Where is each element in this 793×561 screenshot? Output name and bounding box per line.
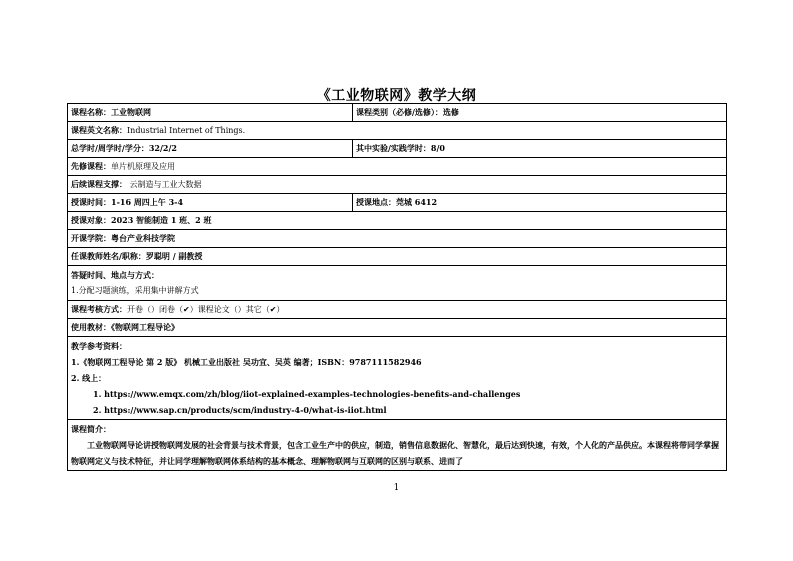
course-name-cell [68, 104, 353, 122]
course-english-label: 课程英文名称： [71, 124, 127, 135]
table-row [68, 319, 727, 337]
place-value: 莞城 6412 [396, 196, 438, 207]
course-type-cell [353, 104, 727, 122]
table-row [68, 140, 727, 158]
table-row [68, 212, 727, 230]
reference-online-label: 2. 线上： [71, 373, 107, 383]
table-row [68, 104, 727, 122]
followup-value: 云制造与工业大数据 [127, 179, 202, 189]
intro-text: 工业物联网导论讲授物联网发展的社会背景与技术背景，包含工业生产中的供应，制造，销售信息数据化、智慧化，最后达到快速，有效，个人化的产品供应。本课程将带同学掌握物联网定义与技术特征，并让同学理解物联网体系结构的基本概念、理解物联网与互联网的区别与联系、进而了 [71, 440, 719, 466]
course-type-value: 选修 [442, 106, 459, 117]
prereq-cell [68, 158, 727, 176]
reference-link-2[interactable]: 2. https://www.sap.cn/products/scm/industry-4-0/what-is-iiot.html [93, 405, 387, 415]
reference-book: 1.《物联网工程导论 第 2 版》 机械工业出版社 吴功宜、吴英 编著；ISBN：9787111582946 [71, 357, 422, 367]
college-cell [68, 230, 727, 248]
teacher-cell [68, 248, 727, 266]
reference-link-1[interactable]: 1. https://www.emqx.com/zh/blog/iiot-explained-examples-technologies-benefits-and-challenges [93, 389, 521, 399]
table-row [68, 420, 727, 471]
assessment-value: 开卷（）闭卷（✔）课程论文（）其它（✔） [127, 304, 285, 314]
table-row [68, 301, 727, 319]
audience-label: 授课对象： [71, 214, 111, 225]
audience-cell [68, 212, 727, 230]
textbook-cell [68, 319, 727, 337]
table-row [68, 248, 727, 266]
qa-label: 答疑时间、地点与方式： [71, 270, 159, 280]
references-cell [68, 337, 727, 420]
teacher-label: 任课教师姓名/职称： [71, 250, 146, 261]
qa-value: 1.分配习题演练，采用集中讲解方式 [71, 286, 199, 295]
table-row [68, 266, 727, 301]
time-cell [68, 194, 353, 212]
prereq-value: 单片机原理及应用 [111, 161, 175, 171]
followup-cell [68, 176, 727, 194]
hours-cell [68, 140, 353, 158]
audience-value: 2023 智能制造 1 班、2 班 [111, 214, 212, 225]
table-row [68, 337, 727, 420]
table-row [68, 158, 727, 176]
place-cell [353, 194, 727, 212]
table-row [68, 122, 727, 140]
page-number: 1 [393, 483, 400, 493]
time-label: 授课时间： [71, 196, 111, 207]
course-type-label: 课程类别（必修/选修）： [356, 106, 443, 117]
lab-hours-cell [353, 140, 727, 158]
course-name-value: 工业物联网 [111, 106, 151, 117]
intro-cell [68, 420, 727, 471]
page-title: 《工业物联网》教学大纲 [316, 88, 477, 104]
course-english-cell [68, 122, 727, 140]
table-row [68, 176, 727, 194]
teacher-value: 罗聪明 / 副教授 [145, 250, 203, 261]
college-label: 开课学院： [71, 232, 111, 243]
table-row [68, 194, 727, 212]
hours-value: 32/2/2 [148, 142, 177, 153]
hours-label: 总学时/周学时/学分： [71, 142, 149, 153]
table-row [68, 230, 727, 248]
syllabus-table [67, 103, 727, 471]
lab-hours-label: 其中实验/实践学时： [356, 142, 431, 153]
college-value: 粤台产业科技学院 [111, 232, 175, 243]
prereq-label: 先修课程： [71, 160, 111, 171]
course-name-label: 课程名称： [71, 106, 111, 117]
followup-label: 后续课程支撑： [71, 178, 127, 189]
qa-cell [68, 266, 727, 301]
course-english-value: Industrial Internet of Things. [127, 125, 246, 135]
assessment-label: 课程考核方式： [71, 303, 127, 314]
assessment-cell [68, 301, 727, 319]
time-value: 1-16 周四上午 3-4 [111, 196, 184, 207]
lab-hours-value: 8/0 [430, 142, 445, 153]
textbook-label: 使用教材： [71, 321, 111, 332]
textbook-value: 《物联网工程导论》 [111, 321, 179, 332]
place-label: 授课地点： [356, 196, 396, 207]
references-label: 教学参考资料： [71, 341, 127, 351]
intro-label: 课程简介： [71, 424, 111, 434]
